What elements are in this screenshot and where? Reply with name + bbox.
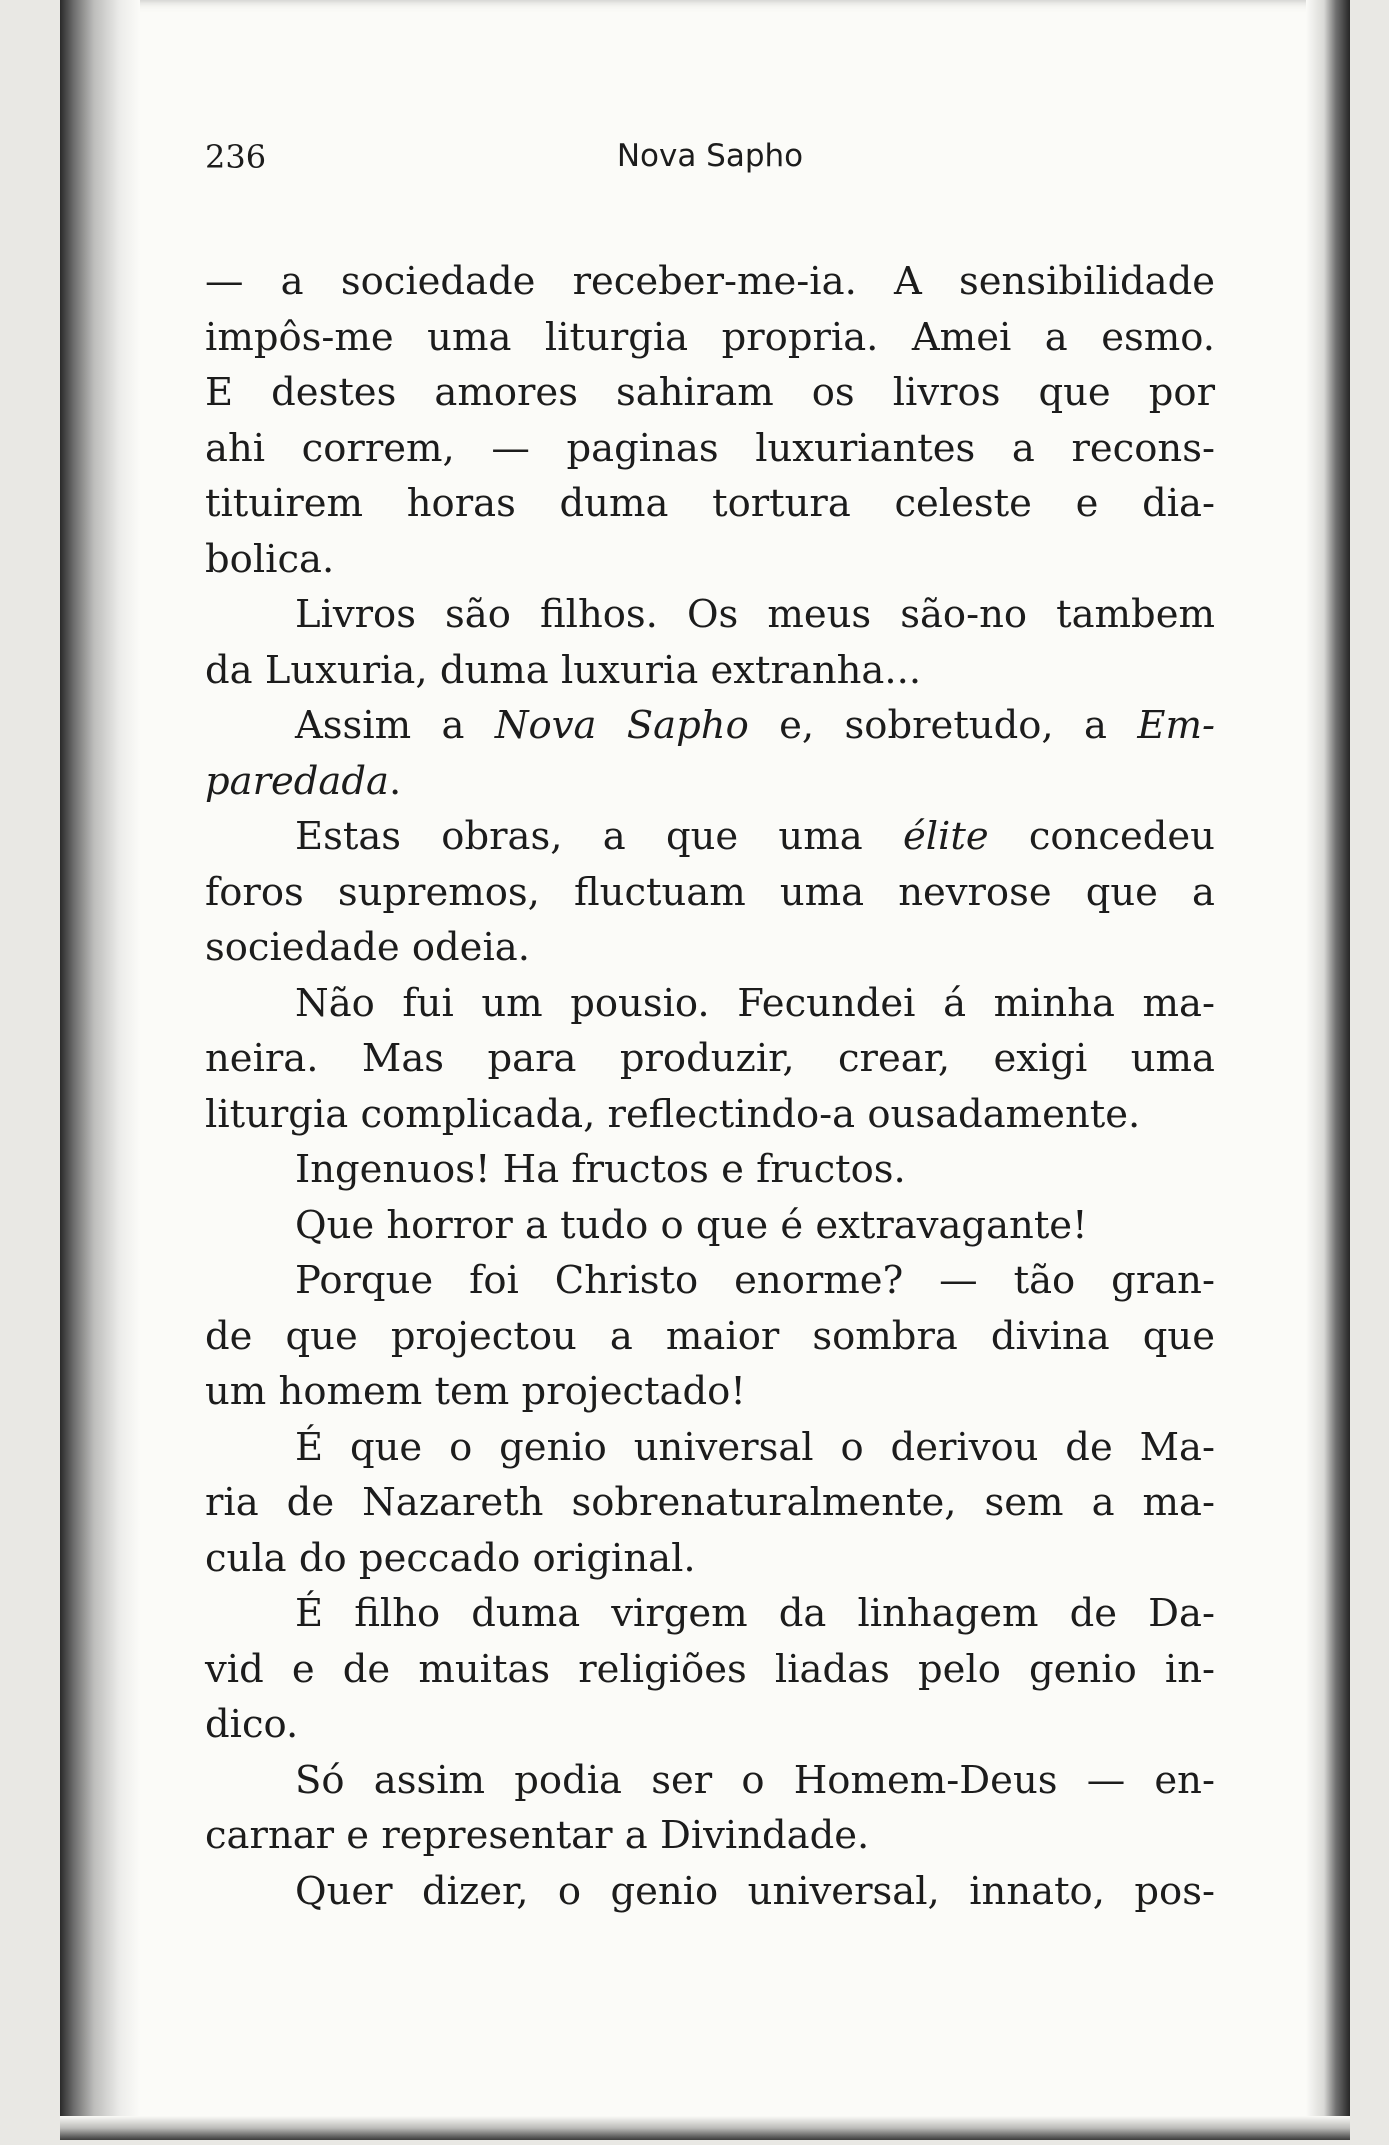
text-line: Porque foi Christo enorme? — tão gran-	[295, 1258, 1215, 1303]
italic-text: élite	[902, 814, 989, 859]
text-line: Livros são filhos. Os meus são-no tambem	[295, 592, 1215, 637]
text-line	[205, 809, 1215, 865]
text-line: liturgia complicada, reflectindo-a ousadamente.	[205, 1091, 1141, 1137]
text-line: um homem tem projectado!	[205, 1369, 746, 1414]
text-line: Só assim podia ser o Homem-Deus — en-	[295, 1757, 1215, 1803]
page-edge-shadow-bottom	[60, 2116, 1350, 2140]
text-line: vid e de muitas religiões liadas pelo genio in-	[205, 1646, 1215, 1692]
text-line: É filho duma virgem da linhagem de Da-	[295, 1591, 1215, 1636]
text-line: ahi correm, — paginas luxuriantes a recons-	[205, 425, 1215, 471]
text-line: de que projectou a maior sombra divina que	[205, 1313, 1215, 1359]
text-segment: e, sobretudo, a	[748, 703, 1138, 748]
page-header	[205, 138, 1215, 188]
text-segment: .	[388, 758, 402, 804]
text-line: tituirem horas duma tortura celeste e dia-	[205, 481, 1215, 526]
italic-text: Nova Sapho	[494, 703, 749, 748]
text-line: neira. Mas para produzir, crear, exigi uma	[205, 1036, 1215, 1081]
text-line: impôs-me uma liturgia propria. Amei a esmo.	[205, 314, 1215, 360]
text-line: dico.	[205, 1702, 299, 1747]
text-line: foros supremos, fluctuam uma nevrose que a	[205, 869, 1215, 915]
text-line: E destes amores sahiram os livros que por	[205, 370, 1215, 415]
text-line: cula do peccado original.	[205, 1535, 696, 1581]
body-text	[205, 254, 1215, 1919]
italic-text: Em-	[1137, 703, 1215, 748]
page-edge-shadow-right	[1306, 0, 1350, 2140]
text-line	[205, 698, 1215, 754]
text-line: sociedade odeia.	[205, 925, 530, 970]
text-line: carnar e representar a Divindade.	[205, 1813, 870, 1858]
page-number: 236	[205, 138, 267, 176]
italic-text: paredada	[205, 758, 389, 804]
text-line: da Luxuria, duma luxuria extranha...	[205, 647, 922, 693]
text-line: ria de Nazareth sobrenaturalmente, sem a ma-	[205, 1480, 1215, 1525]
text-line: bolica.	[205, 536, 335, 582]
text-line: Que horror a tudo o que é extravagante!	[295, 1202, 1088, 1248]
book-spine-shadow	[60, 0, 140, 2140]
text-segment: Estas obras, a que uma	[295, 814, 903, 859]
text-line: É que o genio universal o derivou de Ma-	[295, 1424, 1215, 1470]
text-segment: Assim a	[295, 703, 495, 748]
text-line: Ingenuos! Ha fructos e fructos.	[295, 1147, 906, 1192]
text-segment: concedeu	[988, 814, 1215, 859]
text-line	[205, 754, 1215, 810]
running-title: Nova Sapho	[616, 138, 804, 174]
text-line: Não fui um pousio. Fecundei á minha ma-	[295, 980, 1215, 1026]
text-line: Quer dizer, o genio universal, innato, pos-	[295, 1868, 1215, 1914]
text-line: — a sociedade receber-me-ia. A sensibilidade	[205, 259, 1215, 304]
